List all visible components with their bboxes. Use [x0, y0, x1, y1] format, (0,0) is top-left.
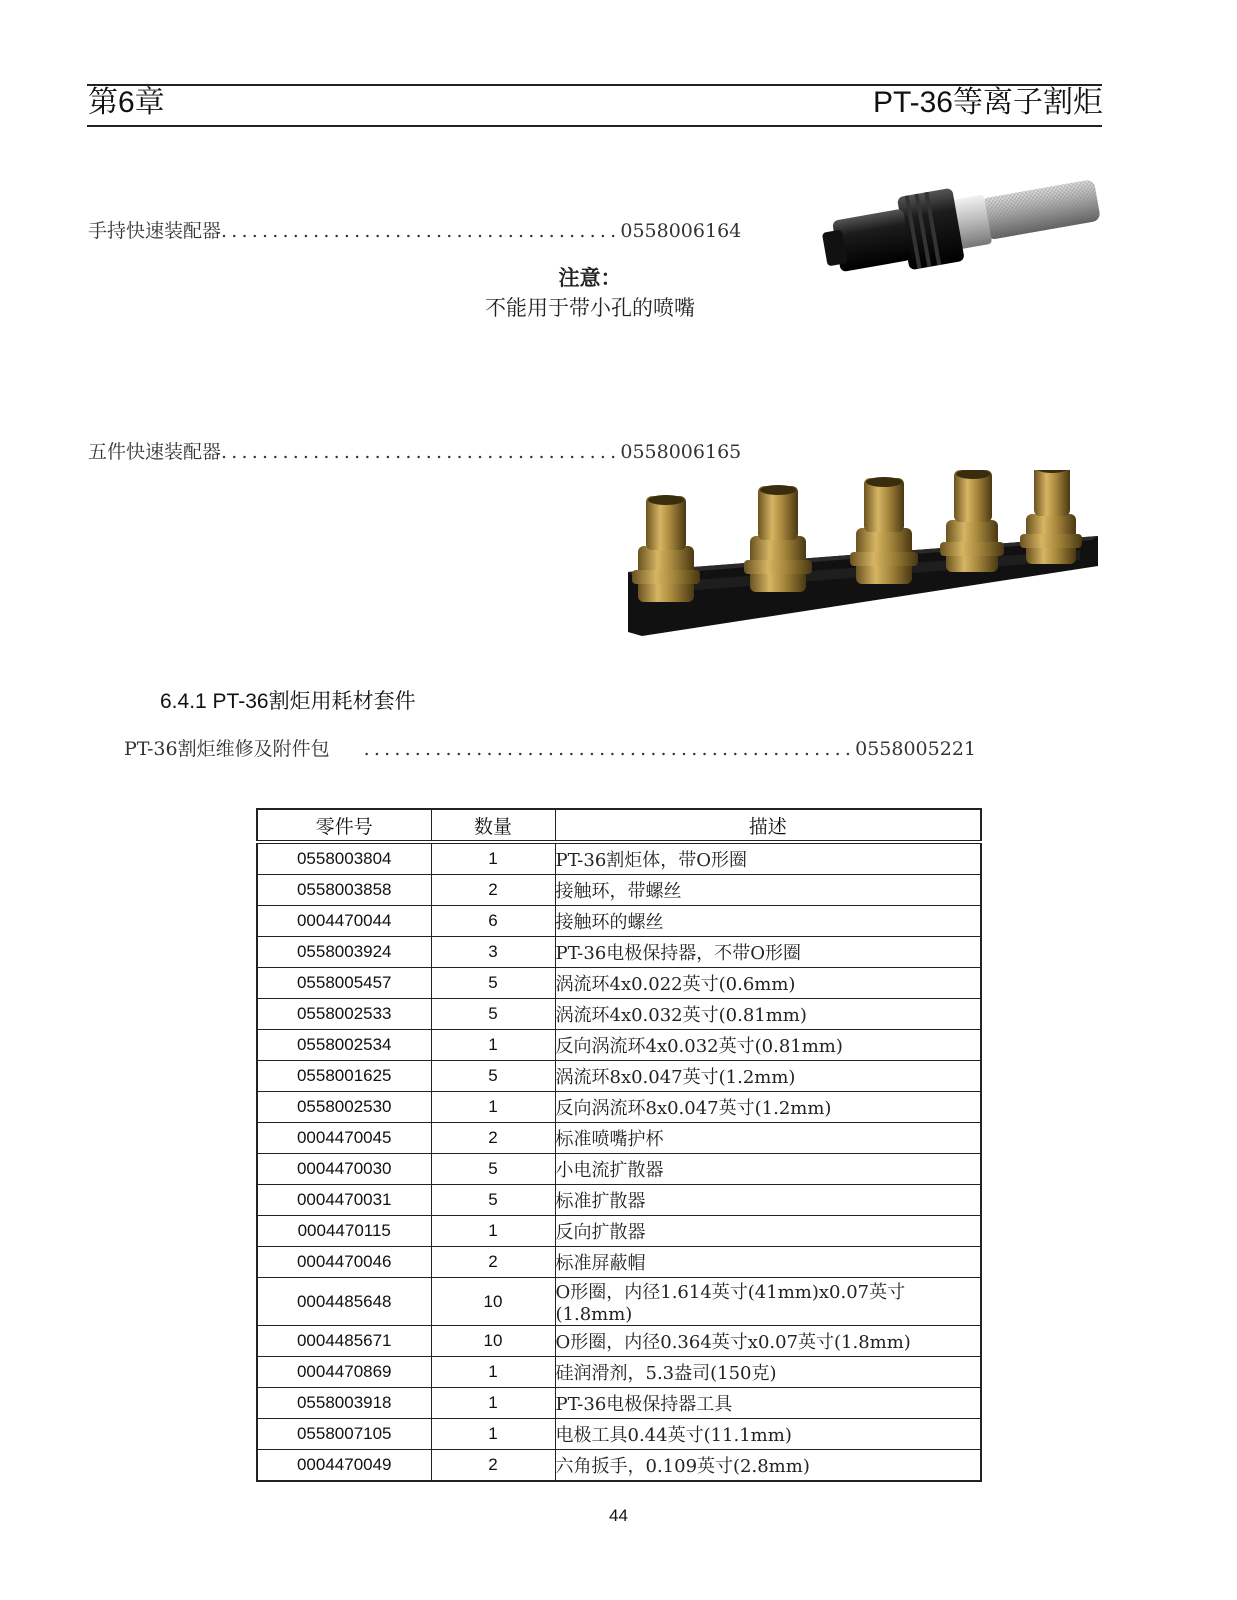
entry-label: PT-36割炬维修及附件包	[124, 738, 330, 760]
entry-label: 五件快速装配器	[88, 441, 222, 463]
part-no-cell: 0004470049	[257, 1450, 431, 1482]
desc-cell: 反向扩散器	[555, 1216, 981, 1247]
desc-cell: PT-36割炬体，带O形圈	[555, 842, 981, 875]
part-no-cell: 0558002533	[257, 999, 431, 1030]
table-row	[257, 1278, 981, 1326]
qty-cell: 1	[431, 1030, 555, 1061]
desc-cell: 反向涡流环4x0.032英寸(0.81mm)	[555, 1030, 981, 1061]
table-row	[257, 1326, 981, 1357]
table-row	[257, 1216, 981, 1247]
qty-cell: 3	[431, 937, 555, 968]
table-row	[257, 842, 981, 875]
desc-cell: O形圈，内径1.614英寸(41mm)x0.07英寸(1.8mm)	[555, 1278, 981, 1326]
qty-cell: 6	[431, 906, 555, 937]
entry-handheld-fitter	[88, 218, 741, 244]
part-no-cell: 0004470030	[257, 1154, 431, 1185]
qty-cell: 1	[431, 1216, 555, 1247]
qty-cell: 5	[431, 999, 555, 1030]
note-title: 注意：	[558, 267, 622, 290]
desc-cell: 接触环的螺丝	[555, 906, 981, 937]
table-row	[257, 968, 981, 999]
desc-cell: 涡流环8x0.047英寸(1.2mm)	[555, 1061, 981, 1092]
table-row	[257, 1092, 981, 1123]
note-text: 不能用于带小孔的喷嘴	[485, 296, 695, 320]
part-no-cell: 0558002534	[257, 1030, 431, 1061]
qty-cell: 1	[431, 1357, 555, 1388]
table-row	[257, 875, 981, 906]
part-no-cell: 0558003924	[257, 937, 431, 968]
table-header-row	[257, 809, 981, 842]
page-number: 44	[609, 1506, 628, 1525]
table-row	[257, 1154, 981, 1185]
desc-cell: 标准扩散器	[555, 1185, 981, 1216]
part-no-cell: 0558002530	[257, 1092, 431, 1123]
entry-five-piece-fitter	[88, 439, 741, 465]
part-no-cell: 0004485648	[257, 1278, 431, 1326]
qty-cell: 5	[431, 1185, 555, 1216]
entry-part-no: 0558005221	[855, 738, 976, 760]
desc-cell: 硅润滑剂，5.3盎司(150克)	[555, 1357, 981, 1388]
qty-cell: 1	[431, 1419, 555, 1450]
table-row	[257, 1357, 981, 1388]
qty-cell: 2	[431, 1450, 555, 1482]
parts-table	[256, 808, 982, 1482]
col-header-desc: 描述	[555, 809, 981, 842]
table-row	[257, 1030, 981, 1061]
table-row	[257, 1061, 981, 1092]
desc-cell: 电极工具0.44英寸(11.1mm)	[555, 1419, 981, 1450]
table-row	[257, 1419, 981, 1450]
qty-cell: 5	[431, 1061, 555, 1092]
qty-cell: 10	[431, 1278, 555, 1326]
entry-part-no: 0558006164	[620, 220, 742, 242]
qty-cell: 5	[431, 968, 555, 999]
qty-cell: 10	[431, 1326, 555, 1357]
qty-cell: 1	[431, 1388, 555, 1419]
header-bottom-rule	[87, 125, 1102, 127]
table-row	[257, 906, 981, 937]
table-row	[257, 1123, 981, 1154]
chapter-label: 第6章	[88, 86, 165, 119]
part-no-cell: 0558003858	[257, 875, 431, 906]
part-no-cell: 0004470046	[257, 1247, 431, 1278]
table-row	[257, 937, 981, 968]
desc-cell: 涡流环4x0.022英寸(0.6mm)	[555, 968, 981, 999]
chapter-title: PT-36等离子割炬	[872, 86, 1103, 119]
part-no-cell: 0558005457	[257, 968, 431, 999]
part-no-cell: 0558003804	[257, 842, 431, 875]
qty-cell: 1	[431, 842, 555, 875]
qty-cell: 5	[431, 1154, 555, 1185]
desc-cell: O形圈，内径0.364英寸x0.07英寸(1.8mm)	[555, 1326, 981, 1357]
desc-cell: 小电流扩散器	[555, 1154, 981, 1185]
handheld-fitter-image	[815, 172, 1115, 282]
part-no-cell: 0004470031	[257, 1185, 431, 1216]
leader-dots: .......................................	[221, 220, 621, 242]
desc-cell: 涡流环4x0.032英寸(0.81mm)	[555, 999, 981, 1030]
part-no-cell: 0558007105	[257, 1419, 431, 1450]
desc-cell: 标准喷嘴护杯	[555, 1123, 981, 1154]
qty-cell: 2	[431, 875, 555, 906]
entry-part-no: 0558006165	[620, 441, 742, 463]
part-no-cell: 0004470115	[257, 1216, 431, 1247]
qty-cell: 2	[431, 1247, 555, 1278]
part-no-cell: 0004470869	[257, 1357, 431, 1388]
section-heading: 6.4.1 PT-36割炬用耗材套件	[160, 690, 416, 713]
leader-dots: .......................................	[221, 441, 621, 463]
desc-cell: 反向涡流环8x0.047英寸(1.2mm)	[555, 1092, 981, 1123]
col-header-qty: 数量	[431, 809, 555, 842]
col-header-part-no: 零件号	[257, 809, 431, 842]
part-no-cell: 0004470044	[257, 906, 431, 937]
table-row	[257, 1247, 981, 1278]
desc-cell: PT-36电极保持器工具	[555, 1388, 981, 1419]
leader-dots: ................................................	[363, 738, 856, 760]
part-no-cell: 0004485671	[257, 1326, 431, 1357]
table-row	[257, 1450, 981, 1482]
entry-kit	[124, 736, 976, 762]
desc-cell: 标准屏蔽帽	[555, 1247, 981, 1278]
five-piece-fitter-image	[620, 470, 1110, 650]
entry-label: 手持快速装配器	[88, 220, 222, 242]
desc-cell: 接触环，带螺丝	[555, 875, 981, 906]
part-no-cell: 0004470045	[257, 1123, 431, 1154]
part-no-cell: 0558001625	[257, 1061, 431, 1092]
desc-cell: 六角扳手，0.109英寸(2.8mm)	[555, 1450, 981, 1482]
table-row	[257, 999, 981, 1030]
qty-cell: 2	[431, 1123, 555, 1154]
part-no-cell: 0558003918	[257, 1388, 431, 1419]
desc-cell: PT-36电极保持器，不带O形圈	[555, 937, 981, 968]
qty-cell: 1	[431, 1092, 555, 1123]
table-row	[257, 1388, 981, 1419]
table-row	[257, 1185, 981, 1216]
